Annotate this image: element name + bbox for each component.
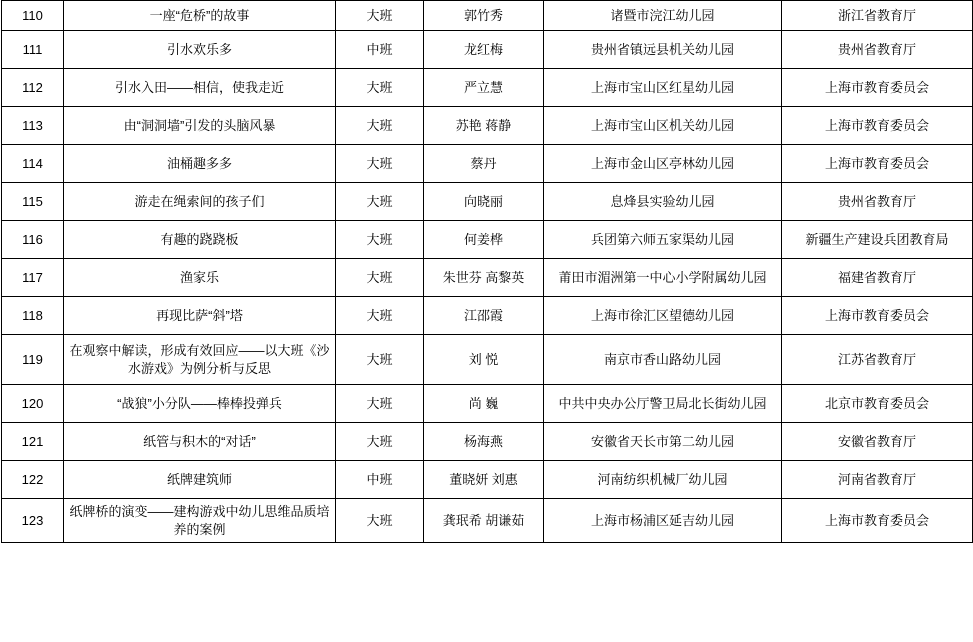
table-body <box>2 1 973 543</box>
cell-case-title: 引水入田——相信，使我走近 <box>64 69 336 107</box>
cell-serial-number: 114 <box>2 145 64 183</box>
cell-class-level: 大班 <box>336 499 424 543</box>
table-row <box>2 297 973 335</box>
cell-author: 龙红梅 <box>424 31 544 69</box>
cell-serial-number: 120 <box>2 385 64 423</box>
cell-organization: 上海市宝山区机关幼儿园 <box>544 107 782 145</box>
cell-organization: 兵团第六师五家渠幼儿园 <box>544 221 782 259</box>
cell-author: 苏艳 蒋静 <box>424 107 544 145</box>
cell-serial-number: 116 <box>2 221 64 259</box>
cell-recommending-department: 上海市教育委员会 <box>782 107 973 145</box>
cell-class-level: 大班 <box>336 145 424 183</box>
table-row <box>2 69 973 107</box>
cell-recommending-department: 浙江省教育厅 <box>782 1 973 31</box>
cell-serial-number: 115 <box>2 183 64 221</box>
cell-serial-number: 113 <box>2 107 64 145</box>
table-row <box>2 221 973 259</box>
table-row <box>2 145 973 183</box>
case-listing-table <box>1 0 973 543</box>
cell-recommending-department: 贵州省教育厅 <box>782 183 973 221</box>
cell-author: 杨海燕 <box>424 423 544 461</box>
cell-case-title: 纸管与积木的“对话” <box>64 423 336 461</box>
table-row <box>2 183 973 221</box>
table-row <box>2 31 973 69</box>
cell-serial-number: 123 <box>2 499 64 543</box>
cell-case-title: 有趣的跷跷板 <box>64 221 336 259</box>
cell-serial-number: 121 <box>2 423 64 461</box>
table-row <box>2 499 973 543</box>
cell-author: 何姜桦 <box>424 221 544 259</box>
cell-organization: 河南纺织机械厂幼儿园 <box>544 461 782 499</box>
table-row <box>2 259 973 297</box>
cell-organization: 莆田市湄洲第一中心小学附属幼儿园 <box>544 259 782 297</box>
cell-organization: 上海市徐汇区望德幼儿园 <box>544 297 782 335</box>
cell-case-title: 纸牌桥的演变——建构游戏中幼儿思维品质培养的案例 <box>64 499 336 543</box>
cell-serial-number: 111 <box>2 31 64 69</box>
cell-author: 严立慧 <box>424 69 544 107</box>
cell-serial-number: 122 <box>2 461 64 499</box>
cell-class-level: 大班 <box>336 335 424 385</box>
cell-class-level: 大班 <box>336 259 424 297</box>
cell-class-level: 大班 <box>336 183 424 221</box>
cell-organization: 南京市香山路幼儿园 <box>544 335 782 385</box>
cell-class-level: 大班 <box>336 221 424 259</box>
cell-case-title: 在观察中解读，形成有效回应——以大班《沙水游戏》为例分析与反思 <box>64 335 336 385</box>
cell-serial-number: 118 <box>2 297 64 335</box>
cell-recommending-department: 河南省教育厅 <box>782 461 973 499</box>
cell-case-title: 游走在绳索间的孩子们 <box>64 183 336 221</box>
cell-class-level: 大班 <box>336 423 424 461</box>
cell-class-level: 中班 <box>336 31 424 69</box>
cell-case-title: “战狼”小分队——棒棒投弹兵 <box>64 385 336 423</box>
cell-organization: 上海市杨浦区延吉幼儿园 <box>544 499 782 543</box>
cell-author: 向晓丽 <box>424 183 544 221</box>
cell-class-level: 大班 <box>336 1 424 31</box>
cell-recommending-department: 上海市教育委员会 <box>782 297 973 335</box>
table-row <box>2 335 973 385</box>
table-row <box>2 107 973 145</box>
cell-author: 蔡丹 <box>424 145 544 183</box>
cell-author: 郭竹秀 <box>424 1 544 31</box>
table-row <box>2 423 973 461</box>
cell-recommending-department: 上海市教育委员会 <box>782 69 973 107</box>
cell-class-level: 大班 <box>336 107 424 145</box>
table-row <box>2 1 973 31</box>
cell-author: 刘 悦 <box>424 335 544 385</box>
cell-organization: 诸暨市浣江幼儿园 <box>544 1 782 31</box>
cell-recommending-department: 安徽省教育厅 <box>782 423 973 461</box>
cell-case-title: 由“洞洞墙”引发的头脑风暴 <box>64 107 336 145</box>
cell-author: 朱世芬 高黎英 <box>424 259 544 297</box>
cell-recommending-department: 上海市教育委员会 <box>782 499 973 543</box>
cell-recommending-department: 新疆生产建设兵团教育局 <box>782 221 973 259</box>
cell-organization: 贵州省镇远县机关幼儿园 <box>544 31 782 69</box>
cell-serial-number: 119 <box>2 335 64 385</box>
cell-recommending-department: 贵州省教育厅 <box>782 31 973 69</box>
cell-author: 龚珉希 胡谦茹 <box>424 499 544 543</box>
cell-organization: 上海市金山区亭林幼儿园 <box>544 145 782 183</box>
cell-case-title: 引水欢乐多 <box>64 31 336 69</box>
cell-organization: 息烽县实验幼儿园 <box>544 183 782 221</box>
table-row <box>2 385 973 423</box>
cell-serial-number: 112 <box>2 69 64 107</box>
cell-case-title: 纸牌建筑师 <box>64 461 336 499</box>
cell-recommending-department: 北京市教育委员会 <box>782 385 973 423</box>
cell-author: 董晓妍 刘惠 <box>424 461 544 499</box>
cell-class-level: 大班 <box>336 69 424 107</box>
cell-organization: 中共中央办公厅警卫局北长街幼儿园 <box>544 385 782 423</box>
cell-author: 尚 巍 <box>424 385 544 423</box>
cell-case-title: 油桶趣多多 <box>64 145 336 183</box>
table-row <box>2 461 973 499</box>
cell-recommending-department: 福建省教育厅 <box>782 259 973 297</box>
cell-case-title: 一座“危桥”的故事 <box>64 1 336 31</box>
cell-case-title: 渔家乐 <box>64 259 336 297</box>
cell-organization: 安徽省天长市第二幼儿园 <box>544 423 782 461</box>
cell-recommending-department: 上海市教育委员会 <box>782 145 973 183</box>
cell-class-level: 中班 <box>336 461 424 499</box>
cell-recommending-department: 江苏省教育厅 <box>782 335 973 385</box>
cell-serial-number: 117 <box>2 259 64 297</box>
cell-serial-number: 110 <box>2 1 64 31</box>
cell-author: 江邵霞 <box>424 297 544 335</box>
cell-organization: 上海市宝山区红星幼儿园 <box>544 69 782 107</box>
cell-class-level: 大班 <box>336 297 424 335</box>
cell-class-level: 大班 <box>336 385 424 423</box>
cell-case-title: 再现比萨“斜”塔 <box>64 297 336 335</box>
